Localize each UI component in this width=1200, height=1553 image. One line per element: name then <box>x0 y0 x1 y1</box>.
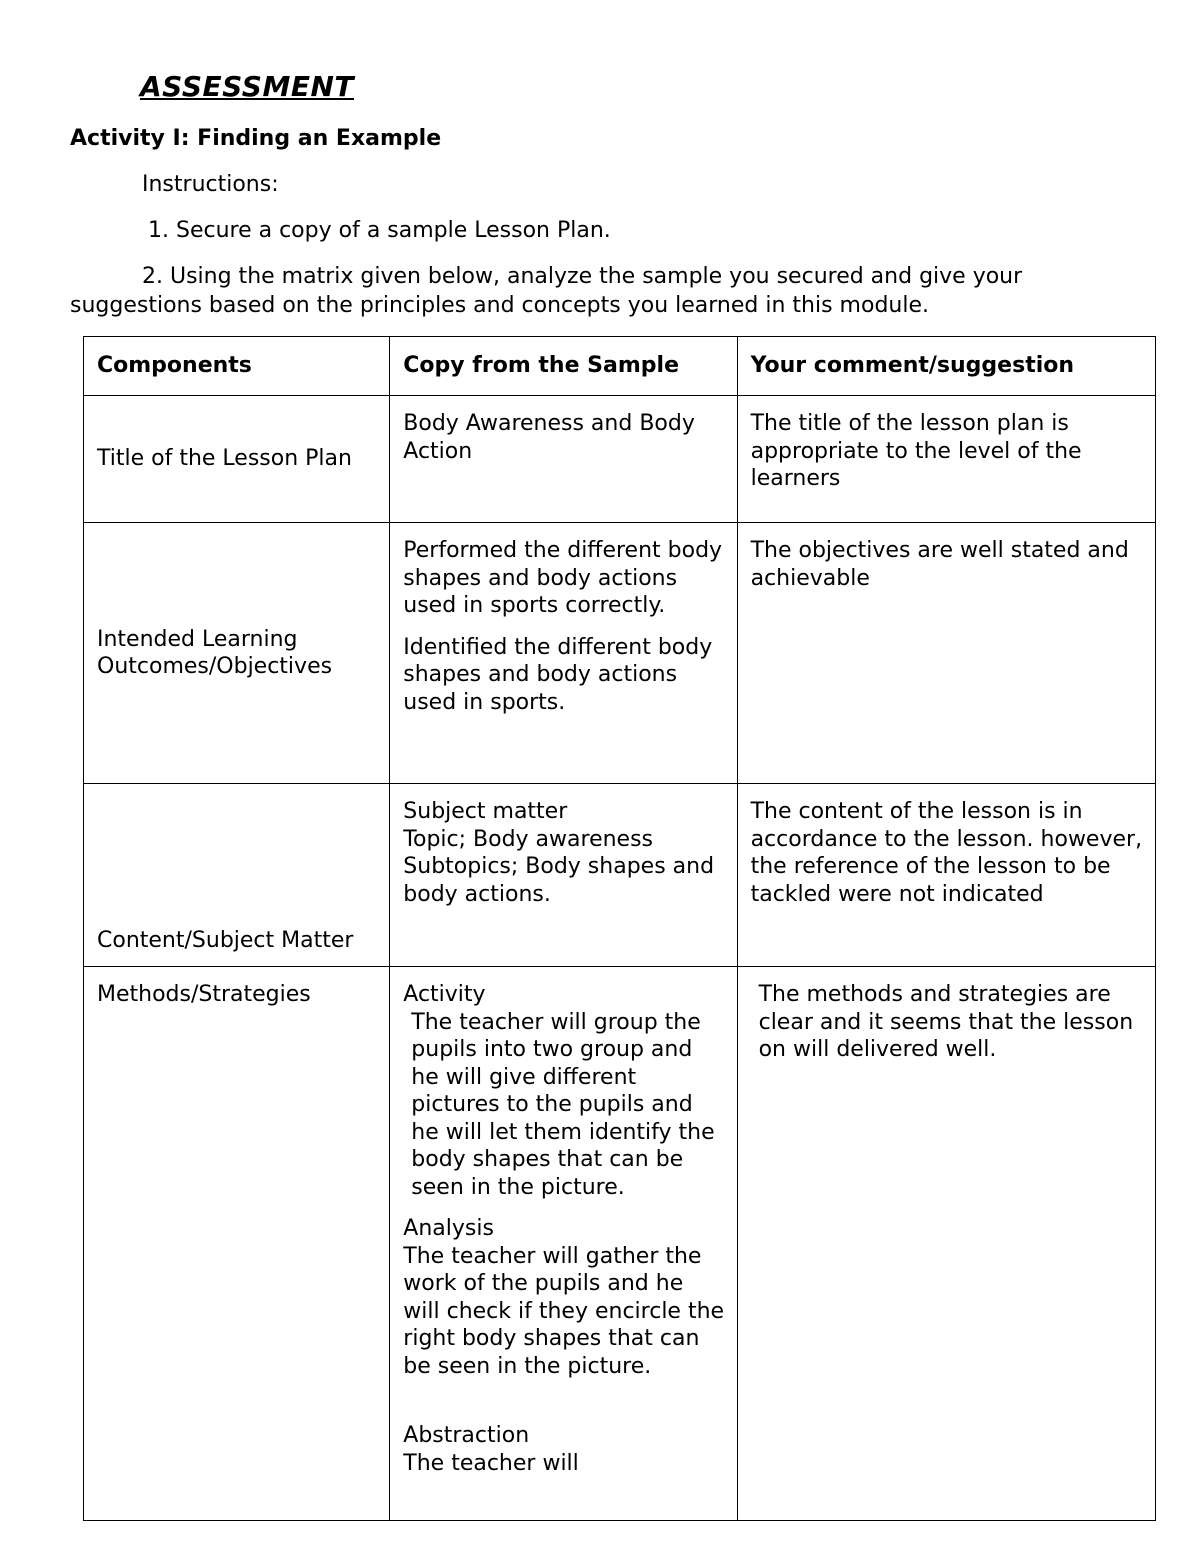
activity-label: Activity <box>403 982 486 1007</box>
table-row-objectives <box>84 523 1156 784</box>
abstraction-text: The teacher will <box>403 1450 579 1476</box>
component-cell: Intended Learning Outcomes/Objectives <box>84 523 390 784</box>
instructions-label: Instructions: <box>142 172 279 197</box>
table-row-title <box>84 396 1156 523</box>
component-cell: Methods/Strategies <box>84 967 390 1521</box>
sample-cell <box>390 967 737 1521</box>
component-cell: Title of the Lesson Plan <box>84 396 390 523</box>
abstraction-label: Abstraction <box>403 1423 530 1448</box>
analysis-text: The teacher will gather the work of the pupils and he will check if they encircle the right body shapes that can be seen in the picture. <box>403 1243 725 1379</box>
instruction-step-2: 2. Using the matrix given below, analyze the sample you secured and give your suggestions based on the principles and concepts you learned in this module. <box>70 264 1023 318</box>
sample-objective-2: Identified the different body shapes and body actions used in sports. <box>403 634 713 715</box>
comment-cell <box>737 967 1155 1521</box>
activity-text: The teacher will group the pupils into two group and he will give different pictures to the pupils and he will let them identify the body shapes that can be seen in the picture. <box>411 1009 715 1200</box>
component-cell: Content/Subject Matter <box>84 784 390 967</box>
sample-objective-1: Performed the different body shapes and body actions used in sports correctly. <box>403 538 723 618</box>
page-title: ASSESSMENT <box>140 70 354 103</box>
assessment-matrix-table <box>83 336 1156 1521</box>
methods-comment: The methods and strategies are clear and it seems that the lesson on will delivered well. <box>758 982 1134 1062</box>
sample-subtopics: Subtopics; Body shapes and body actions. <box>403 854 715 907</box>
header-comment-suggestion: Your comment/suggestion <box>737 337 1155 396</box>
comment-cell: The objectives are well stated and achievable <box>737 523 1155 784</box>
header-copy-from-sample: Copy from the Sample <box>390 337 737 396</box>
sample-cell <box>390 523 737 784</box>
sample-cell: Body Awareness and Body Action <box>390 396 737 523</box>
table-header-row <box>84 337 1156 396</box>
table-row-methods <box>84 967 1156 1521</box>
comment-cell: The title of the lesson plan is appropriate to the level of the learners <box>737 396 1155 523</box>
header-components: Components <box>84 337 390 396</box>
comment-cell: The content of the lesson is in accordance to the lesson. however, the reference of the lesson to be tackled were not indicated <box>737 784 1155 967</box>
analysis-label: Analysis <box>403 1216 494 1241</box>
instruction-step-1: 1. Secure a copy of a sample Lesson Plan. <box>148 218 611 243</box>
sample-subject-matter: Subject matter <box>403 799 568 824</box>
activity-heading: Activity I: Finding an Example <box>70 126 442 151</box>
sample-cell <box>390 784 737 967</box>
table-row-content <box>84 784 1156 967</box>
sample-topic: Topic; Body awareness <box>403 826 654 852</box>
